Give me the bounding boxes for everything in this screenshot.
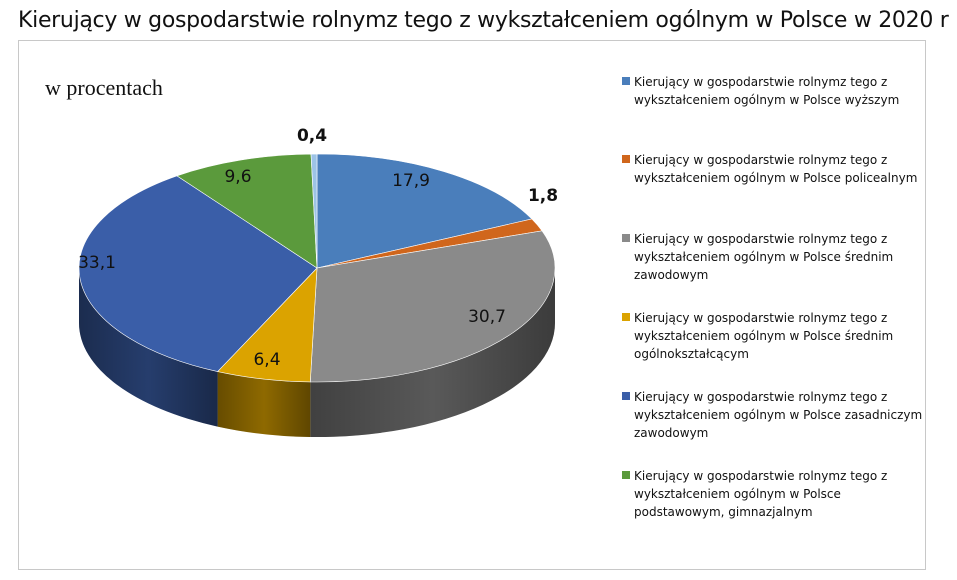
page-title: Kierujący w gospodarstwie rolnymz tego z wykształceniem ogólnym w Polsce w 2020 r bbox=[18, 8, 949, 33]
legend-label: Kierujący w gospodarstwie rolnymz tego z wykształceniem ogólnym w Polsce średnim zawodowym bbox=[634, 232, 894, 282]
legend-label: Kierujący w gospodarstwie rolnymz tego z wykształceniem ogólnym w Polsce wyższym bbox=[634, 75, 900, 107]
legend-swatch bbox=[622, 155, 630, 163]
data-label-wyzszym: 17,9 bbox=[392, 171, 430, 191]
legend-label: Kierujący w gospodarstwie rolnymz tego z wykształceniem ogólnym w Polsce zasadniczym zawodowym bbox=[634, 390, 923, 440]
legend-swatch bbox=[622, 471, 630, 479]
data-label-srednim-ogolnoksztalcacym: 6,4 bbox=[253, 350, 281, 370]
data-label-policealnym: 1,8 bbox=[527, 186, 559, 206]
data-label-zasadniczym-zawodowym: 33,1 bbox=[78, 253, 116, 273]
data-label-podstawowym-gimnazjalnym: 9,6 bbox=[224, 167, 252, 187]
data-label-inne: 0,4 bbox=[296, 126, 328, 146]
unit-label: w procentach bbox=[45, 75, 163, 100]
legend-label: Kierujący w gospodarstwie rolnymz tego z wykształceniem ogólnym w Polsce średnim ogólnokształcącym bbox=[634, 311, 894, 361]
legend-label: Kierujący w gospodarstwie rolnymz tego z wykształceniem ogólnym w Polsce podstawowym, gimnazjalnym bbox=[634, 469, 888, 519]
legend-label: Kierujący w gospodarstwie rolnymz tego z wykształceniem ogólnym w Polsce policealnym bbox=[634, 153, 918, 185]
pie-tops bbox=[79, 154, 555, 382]
legend-swatch bbox=[622, 313, 630, 321]
legend-swatch bbox=[622, 234, 630, 242]
legend-swatch bbox=[622, 392, 630, 400]
legend-swatch bbox=[622, 77, 630, 85]
data-label-srednim-zawodowym: 30,7 bbox=[468, 307, 506, 327]
